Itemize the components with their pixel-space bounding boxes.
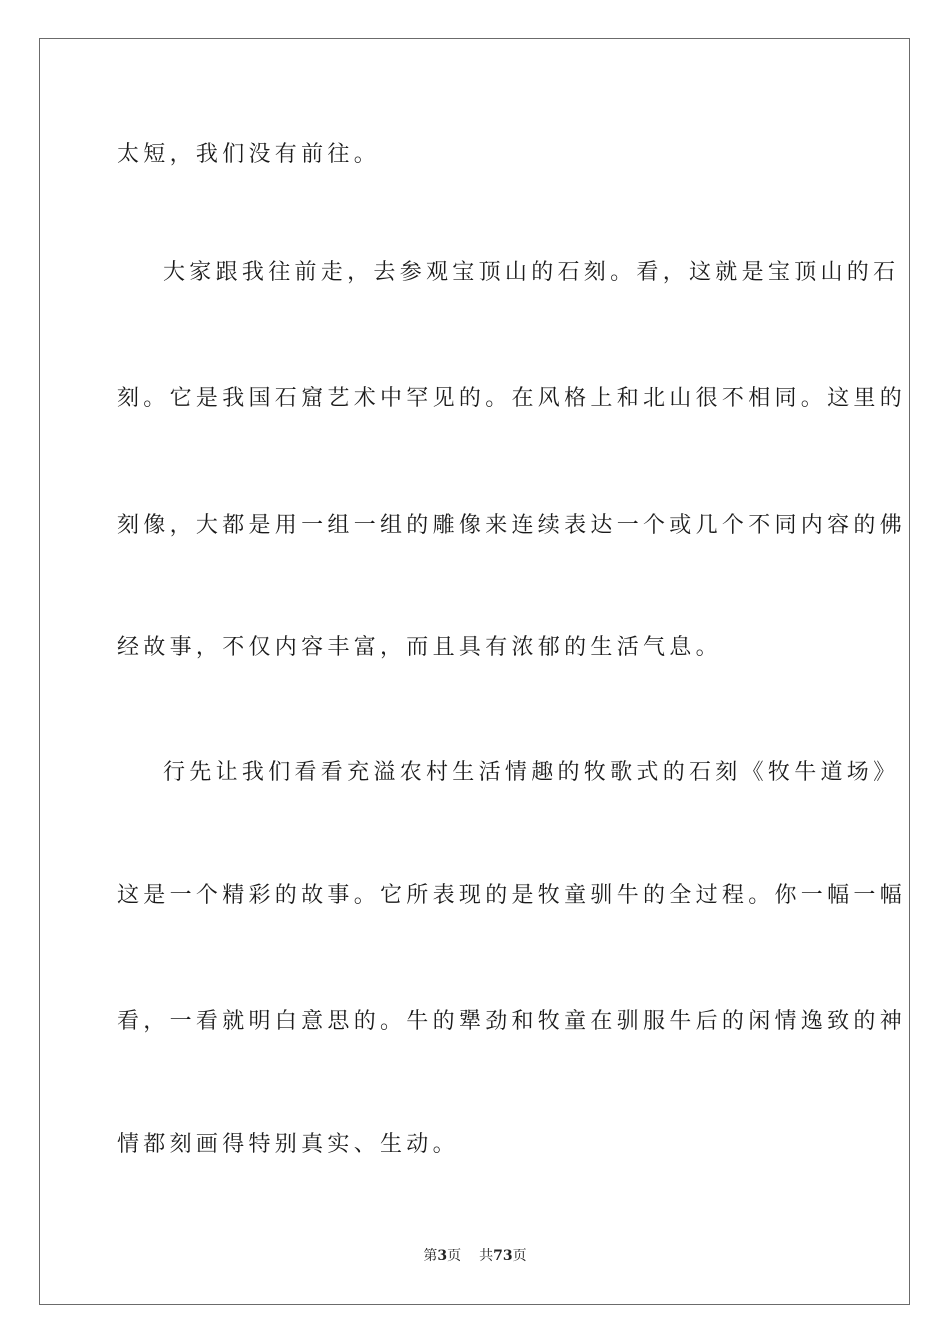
text-line-9: 情都刻画得特别真实、生动。 bbox=[117, 1132, 459, 1157]
page-number: 3 bbox=[437, 1248, 448, 1264]
total-pages: 73 bbox=[493, 1248, 513, 1264]
page-prefix: 第 bbox=[423, 1248, 438, 1264]
text-line-8: 看，一看就明白意思的。牛的犟劲和牧童在驯服牛后的闲情逸致的神 bbox=[117, 1009, 907, 1034]
total-prefix: 共 bbox=[479, 1248, 494, 1264]
text-line-2: 大家跟我往前走，去参观宝顶山的石刻。看，这就是宝顶山的石 bbox=[163, 260, 900, 285]
page-footer bbox=[0, 1246, 950, 1266]
total-suffix: 页 bbox=[512, 1248, 527, 1264]
page-suffix: 页 bbox=[447, 1248, 462, 1264]
text-line-4: 刻像，大都是用一组一组的雕像来连续表达一个或几个不同内容的佛 bbox=[117, 513, 907, 538]
text-line-7: 这是一个精彩的故事。它所表现的是牧童驯牛的全过程。你一幅一幅 bbox=[117, 883, 907, 908]
text-line-5: 经故事，不仅内容丰富，而且具有浓郁的生活气息。 bbox=[117, 635, 722, 660]
text-line-1: 太短，我们没有前往。 bbox=[117, 142, 381, 167]
text-line-6: 行先让我们看看充溢农村生活情趣的牧歌式的石刻《牧牛道场》 bbox=[163, 760, 900, 785]
page-border bbox=[39, 38, 910, 1305]
text-line-3: 刻。它是我国石窟艺术中罕见的。在风格上和北山很不相同。这里的 bbox=[117, 386, 907, 411]
